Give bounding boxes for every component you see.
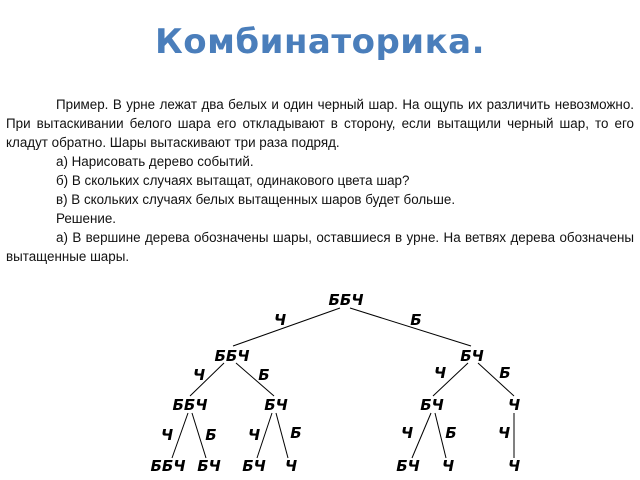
tree-edge-label: Б <box>290 424 302 442</box>
tree-branch <box>412 413 431 458</box>
tree-node-l1-left: ББЧ <box>214 347 250 365</box>
tree-leaf: ББЧ <box>150 457 186 475</box>
tree-edge-label: Ч <box>273 311 287 329</box>
page-title: Комбинаторика. <box>154 22 486 62</box>
tree-edge-label: Ч <box>160 426 174 444</box>
tree-edge-label: Б <box>205 426 217 444</box>
tree-leaf: БЧ <box>197 457 221 475</box>
tree-leaf: Ч <box>284 457 298 475</box>
tree-edge-label: Б <box>499 364 511 382</box>
tree-leaf: БЧ <box>396 457 420 475</box>
tree-edge-label: Ч <box>433 364 447 382</box>
tree-edge-label: Ч <box>192 366 206 384</box>
tree-branch <box>172 413 188 458</box>
tree-edge-label: Б <box>410 311 422 329</box>
tree-root-node: ББЧ <box>328 291 364 309</box>
tree-edge-label: Ч <box>497 424 511 442</box>
question-b: б) В скольких случаях вытащат, одинакового цвета шар? <box>56 173 410 188</box>
problem-intro: Пример. В урне лежат два белых и один черный шар. На ощупь их различить невозможно. При вытаскивании белого шара его откладывают в сторону, если вытащили черный шар, то его кладут обратно. Шары вытаскивают три раза подряд. <box>6 97 634 150</box>
tree-edge-label: Б <box>258 366 270 384</box>
tree-node-l2-c: БЧ <box>420 396 444 414</box>
tree-leaf: Ч <box>441 457 455 475</box>
tree-edge-label: Ч <box>247 426 261 444</box>
question-a: а) Нарисовать дерево событий. <box>56 154 254 169</box>
solution-a: а) В вершине дерева обозначены шары, оставшиеся в урне. На ветвях дерева обозначены вытащенные шары. <box>6 230 634 264</box>
tree-node-l2-a: ББЧ <box>172 396 208 414</box>
tree-edge-label: Ч <box>400 424 414 442</box>
tree-node-l1-right: БЧ <box>460 347 484 365</box>
question-c: в) В скольких случаях белых вытащенных шаров будет больше. <box>56 192 456 207</box>
tree-branch <box>276 413 288 458</box>
tree-leaf: БЧ <box>242 457 266 475</box>
tree-branch <box>192 413 206 458</box>
tree-node-l2-d: Ч <box>507 396 521 414</box>
tree-edge-label: Б <box>445 424 457 442</box>
solution-label: Решение. <box>56 211 117 226</box>
tree-node-l2-b: БЧ <box>264 396 288 414</box>
tree-leaf: Ч <box>507 457 521 475</box>
tree-branch <box>233 308 340 346</box>
